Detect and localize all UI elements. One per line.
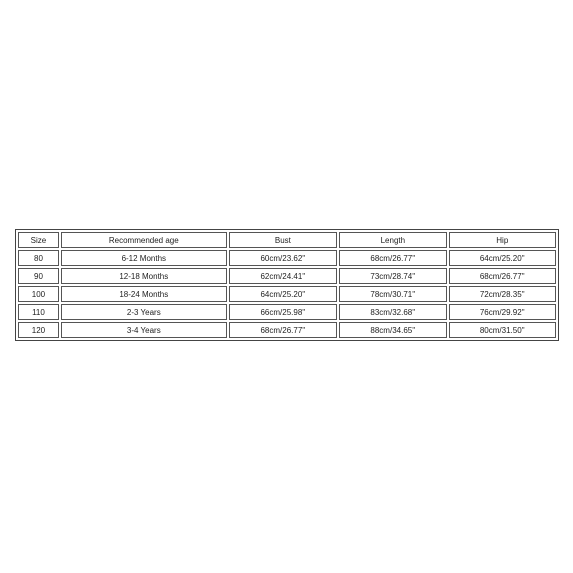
cell-bust: 62cm/24.41'' xyxy=(229,268,337,284)
header-size: Size xyxy=(18,232,59,248)
table-row xyxy=(18,322,556,338)
header-hip: Hip xyxy=(449,232,556,248)
size-chart-table xyxy=(15,229,559,341)
cell-size: 100 xyxy=(18,286,59,302)
cell-recommended-age: 18-24 Months xyxy=(61,286,227,302)
table-row xyxy=(18,286,556,302)
header-length: Length xyxy=(339,232,446,248)
cell-hip: 64cm/25.20'' xyxy=(449,250,556,266)
cell-length: 88cm/34.65'' xyxy=(339,322,446,338)
table-header-row xyxy=(18,232,556,248)
cell-hip: 80cm/31.50'' xyxy=(449,322,556,338)
cell-size: 90 xyxy=(18,268,59,284)
cell-size: 120 xyxy=(18,322,59,338)
cell-recommended-age: 3-4 Years xyxy=(61,322,227,338)
cell-bust: 66cm/25.98'' xyxy=(229,304,337,320)
header-recommended-age: Recommended age xyxy=(61,232,227,248)
cell-length: 68cm/26.77'' xyxy=(339,250,446,266)
cell-length: 73cm/28.74'' xyxy=(339,268,446,284)
cell-bust: 60cm/23.62'' xyxy=(229,250,337,266)
cell-bust: 68cm/26.77'' xyxy=(229,322,337,338)
cell-recommended-age: 6-12 Months xyxy=(61,250,227,266)
cell-size: 80 xyxy=(18,250,59,266)
table-row xyxy=(18,304,556,320)
cell-bust: 64cm/25.20'' xyxy=(229,286,337,302)
cell-length: 78cm/30.71'' xyxy=(339,286,446,302)
cell-hip: 76cm/29.92'' xyxy=(449,304,556,320)
cell-recommended-age: 2-3 Years xyxy=(61,304,227,320)
table-row xyxy=(18,250,556,266)
cell-hip: 72cm/28.35'' xyxy=(449,286,556,302)
cell-size: 110 xyxy=(18,304,59,320)
cell-hip: 68cm/26.77'' xyxy=(449,268,556,284)
cell-length: 83cm/32.68'' xyxy=(339,304,446,320)
cell-recommended-age: 12-18 Months xyxy=(61,268,227,284)
table-row xyxy=(18,268,556,284)
header-bust: Bust xyxy=(229,232,337,248)
